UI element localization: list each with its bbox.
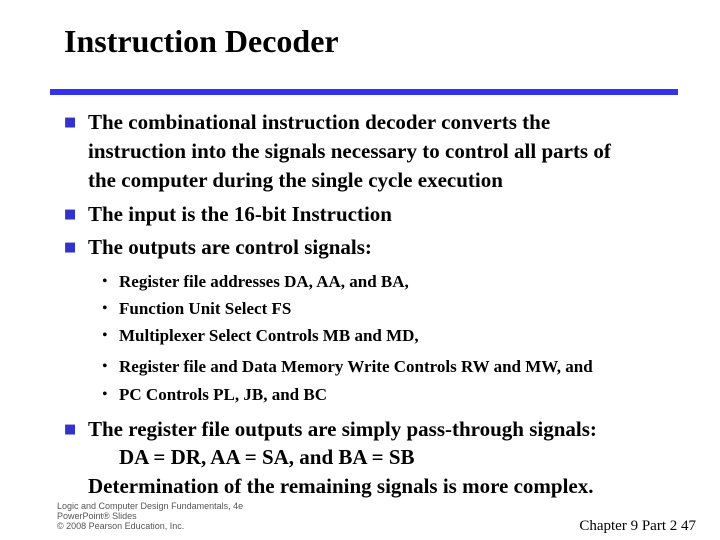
bullet-2-line-1: The input is the 16-bit Instruction [88, 202, 392, 226]
bullet-marker: ■ [64, 422, 77, 437]
sub-bullet-2: Function Unit Select FS [119, 299, 292, 318]
sub-bullet-marker: • [102, 300, 108, 317]
bullet-marker: ■ [64, 240, 77, 255]
sub-bullet-marker: • [102, 386, 108, 403]
book-credit [57, 501, 243, 531]
title-divider [50, 89, 678, 95]
bullet-marker: ■ [64, 207, 77, 222]
sub-bullet-marker: • [102, 273, 108, 290]
sub-bullet-3: Multiplexer Select Controls MB and MD, [119, 326, 419, 345]
sub-bullet-1: Register file addresses DA, AA, and BA, [119, 272, 409, 291]
slide-title: Instruction Decoder [64, 23, 339, 59]
sub-bullet-marker: • [102, 327, 108, 344]
book-title: Logic and Computer Design Fundamentals, 4e [57, 501, 244, 511]
bullet-4-line-1: The register file outputs are simply pass-through signals: [88, 417, 597, 441]
bullet-1-line-2: instruction into the signals necessary to control all parts of [88, 139, 611, 163]
slides-label: PowerPoint® Slides [57, 511, 137, 521]
bullet-3-line-1: The outputs are control signals: [88, 235, 372, 259]
sub-bullet-5: PC Controls PL, JB, and BC [119, 385, 327, 404]
copyright: © 2008 Pearson Education, Inc. [57, 521, 185, 531]
sub-bullet-4: Register file and Data Memory Write Controls RW and MW, and [119, 357, 593, 376]
bullet-4-line-3: Determination of the remaining signals is more complex. [88, 474, 594, 498]
bullet-marker: ■ [64, 115, 77, 130]
sub-bullet-marker: • [102, 358, 108, 375]
chapter-page-number: Chapter 9 Part 2 47 [579, 518, 696, 534]
bullet-1-line-1: The combinational instruction decoder converts the [88, 110, 551, 134]
bullet-4-line-2: DA = DR, AA = SA, and BA = SB [119, 445, 415, 469]
bullet-1-line-3: the computer during the single cycle execution [88, 168, 503, 192]
